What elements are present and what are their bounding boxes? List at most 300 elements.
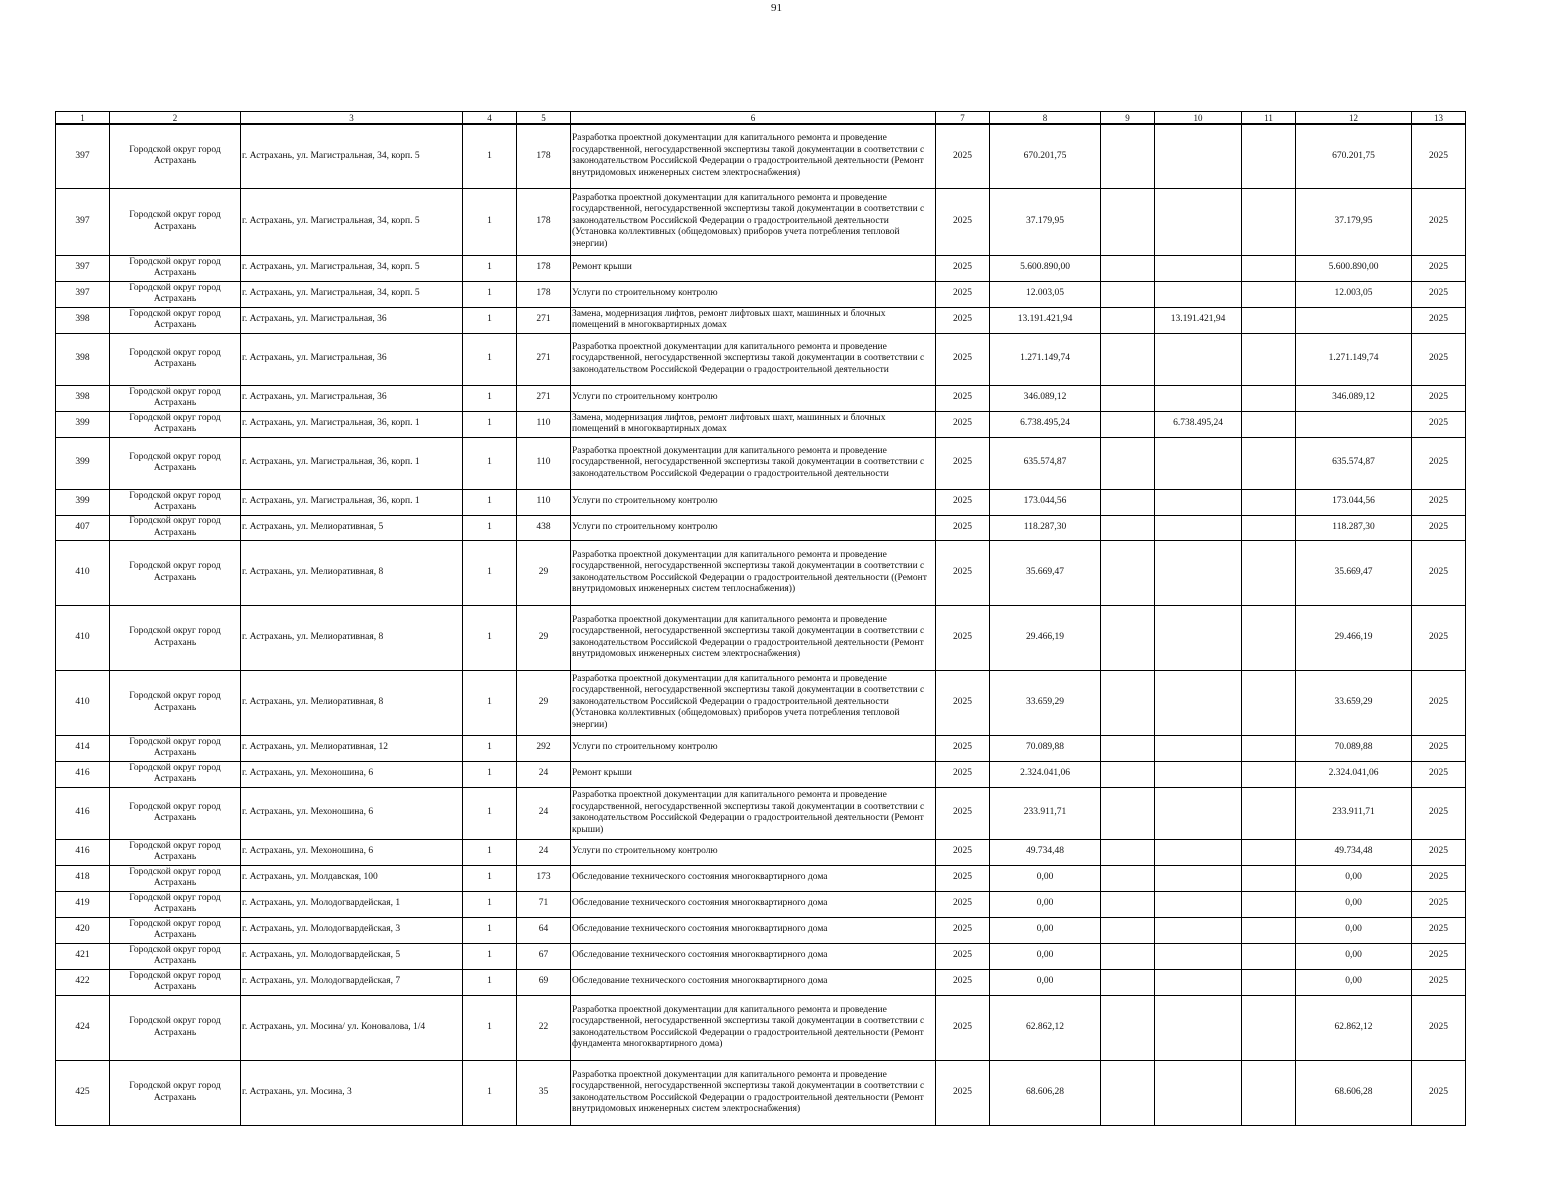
col5-cell: 438 [517, 515, 571, 540]
table-row [56, 437, 1466, 489]
col10-cell [1155, 540, 1242, 605]
municipality-cell: Городской округ город Астрахань [110, 943, 241, 969]
col13-cell: 2025 [1412, 787, 1466, 839]
col4-cell: 1 [463, 411, 517, 437]
col13-cell: 2025 [1412, 333, 1466, 385]
col4-cell: 1 [463, 515, 517, 540]
col10-cell [1155, 865, 1242, 891]
col4-cell: 1 [463, 917, 517, 943]
col4-cell: 1 [463, 540, 517, 605]
row-number-cell: 416 [56, 787, 110, 839]
col4-cell: 1 [463, 670, 517, 735]
work-type-cell: Услуги по строительному контролю [571, 385, 936, 411]
year-cell: 2025 [936, 515, 990, 540]
col11-cell [1242, 333, 1296, 385]
year-cell: 2025 [936, 995, 990, 1060]
col11-cell [1242, 124, 1296, 188]
work-type-cell: Услуги по строительному контролю [571, 281, 936, 307]
column-header: 1 [56, 112, 110, 125]
column-header: 7 [936, 112, 990, 125]
row-number-cell: 397 [56, 188, 110, 255]
col12-cell: 37.179,95 [1296, 188, 1412, 255]
col10-cell [1155, 839, 1242, 865]
year-cell: 2025 [936, 943, 990, 969]
row-number-cell: 424 [56, 995, 110, 1060]
total-cost-cell: 635.574,87 [990, 437, 1101, 489]
row-number-cell: 416 [56, 761, 110, 787]
col10-cell [1155, 943, 1242, 969]
col12-cell: 5.600.890,00 [1296, 255, 1412, 281]
col5-cell: 110 [517, 437, 571, 489]
col5-cell: 71 [517, 891, 571, 917]
col5-cell: 271 [517, 307, 571, 333]
table-row [56, 188, 1466, 255]
col12-cell: 233.911,71 [1296, 787, 1412, 839]
work-type-cell: Услуги по строительному контролю [571, 489, 936, 515]
col9-cell [1101, 943, 1155, 969]
column-header: 13 [1412, 112, 1466, 125]
address-cell: г. Астрахань, ул. Мелиоративная, 8 [241, 540, 463, 605]
row-number-cell: 399 [56, 437, 110, 489]
address-cell: г. Астрахань, ул. Молодогвардейская, 5 [241, 943, 463, 969]
col13-cell: 2025 [1412, 1060, 1466, 1125]
col5-cell: 110 [517, 411, 571, 437]
row-number-cell: 414 [56, 735, 110, 761]
year-cell: 2025 [936, 969, 990, 995]
col12-cell: 33.659,29 [1296, 670, 1412, 735]
col13-cell: 2025 [1412, 917, 1466, 943]
col12-cell: 118.287,30 [1296, 515, 1412, 540]
total-cost-cell: 62.862,12 [990, 995, 1101, 1060]
row-number-cell: 398 [56, 307, 110, 333]
col5-cell: 22 [517, 995, 571, 1060]
col9-cell [1101, 281, 1155, 307]
row-number-cell: 421 [56, 943, 110, 969]
row-number-cell: 410 [56, 670, 110, 735]
col9-cell [1101, 540, 1155, 605]
row-number-cell: 425 [56, 1060, 110, 1125]
col12-cell: 70.089,88 [1296, 735, 1412, 761]
row-number-cell: 407 [56, 515, 110, 540]
col12-cell: 0,00 [1296, 891, 1412, 917]
municipality-cell: Городской округ город Астрахань [110, 307, 241, 333]
table-row [56, 489, 1466, 515]
address-cell: г. Астрахань, ул. Магистральная, 36, корп. 1 [241, 437, 463, 489]
col11-cell [1242, 411, 1296, 437]
address-cell: г. Астрахань, ул. Мехоношина, 6 [241, 839, 463, 865]
table-row [56, 865, 1466, 891]
col10-cell [1155, 489, 1242, 515]
col11-cell [1242, 489, 1296, 515]
address-cell: г. Астрахань, ул. Мелиоративная, 12 [241, 735, 463, 761]
col9-cell [1101, 437, 1155, 489]
col5-cell: 29 [517, 670, 571, 735]
row-number-cell: 410 [56, 605, 110, 670]
municipality-cell: Городской округ город Астрахань [110, 1060, 241, 1125]
col12-cell: 49.734,48 [1296, 839, 1412, 865]
work-type-cell: Обследование технического состояния многоквартирного дома [571, 917, 936, 943]
col4-cell: 1 [463, 281, 517, 307]
col12-cell: 12.003,05 [1296, 281, 1412, 307]
col10-cell [1155, 917, 1242, 943]
col10-cell: 6.738.495,24 [1155, 411, 1242, 437]
col4-cell: 1 [463, 385, 517, 411]
col11-cell [1242, 787, 1296, 839]
col12-cell: 62.862,12 [1296, 995, 1412, 1060]
row-number-cell: 410 [56, 540, 110, 605]
col12-cell: 346.089,12 [1296, 385, 1412, 411]
col13-cell: 2025 [1412, 969, 1466, 995]
col4-cell: 1 [463, 995, 517, 1060]
col12-cell: 35.669,47 [1296, 540, 1412, 605]
address-cell: г. Астрахань, ул. Магистральная, 34, корп. 5 [241, 255, 463, 281]
col13-cell: 2025 [1412, 489, 1466, 515]
municipality-cell: Городской округ город Астрахань [110, 489, 241, 515]
table-row [56, 735, 1466, 761]
col9-cell [1101, 333, 1155, 385]
col4-cell: 1 [463, 1060, 517, 1125]
municipality-cell: Городской округ город Астрахань [110, 865, 241, 891]
col4-cell: 1 [463, 735, 517, 761]
col10-cell: 13.191.421,94 [1155, 307, 1242, 333]
page-number: 91 [771, 2, 782, 14]
table-row [56, 969, 1466, 995]
address-cell: г. Астрахань, ул. Магистральная, 34, корп. 5 [241, 188, 463, 255]
col4-cell: 1 [463, 761, 517, 787]
table-row [56, 385, 1466, 411]
col4-cell: 1 [463, 307, 517, 333]
year-cell: 2025 [936, 839, 990, 865]
column-header: 8 [990, 112, 1101, 125]
col11-cell [1242, 281, 1296, 307]
work-type-cell: Разработка проектной документации для капитального ремонта и проведение государственной, негосударственной экспертизы такой документации в соответствии с законодательством Российской Федерации о градостроительной деятельности [571, 333, 936, 385]
address-cell: г. Астрахань, ул. Мелиоративная, 8 [241, 670, 463, 735]
year-cell: 2025 [936, 735, 990, 761]
col13-cell: 2025 [1412, 891, 1466, 917]
address-cell: г. Астрахань, ул. Мосина, 3 [241, 1060, 463, 1125]
col5-cell: 69 [517, 969, 571, 995]
work-type-cell: Услуги по строительному контролю [571, 515, 936, 540]
year-cell: 2025 [936, 1060, 990, 1125]
total-cost-cell: 1.271.149,74 [990, 333, 1101, 385]
work-type-cell: Обследование технического состояния многоквартирного дома [571, 943, 936, 969]
col5-cell: 67 [517, 943, 571, 969]
col11-cell [1242, 307, 1296, 333]
col5-cell: 35 [517, 1060, 571, 1125]
col12-cell: 0,00 [1296, 969, 1412, 995]
work-type-cell: Разработка проектной документации для капитального ремонта и проведение государственной, негосударственной экспертизы такой документации в соответствии с законодательством Российской Федерации о градостроительной деятельности (Ремонт внутридомовых инженерных систем электроснабжения) [571, 124, 936, 188]
year-cell: 2025 [936, 540, 990, 605]
col4-cell: 1 [463, 605, 517, 670]
col12-cell [1296, 307, 1412, 333]
col4-cell: 1 [463, 489, 517, 515]
column-header: 4 [463, 112, 517, 125]
col13-cell: 2025 [1412, 670, 1466, 735]
col9-cell [1101, 515, 1155, 540]
col12-cell [1296, 411, 1412, 437]
col12-cell: 635.574,87 [1296, 437, 1412, 489]
table-row [56, 124, 1466, 188]
col4-cell: 1 [463, 865, 517, 891]
col13-cell: 2025 [1412, 735, 1466, 761]
total-cost-cell: 29.466,19 [990, 605, 1101, 670]
municipality-cell: Городской округ город Астрахань [110, 891, 241, 917]
year-cell: 2025 [936, 891, 990, 917]
year-cell: 2025 [936, 489, 990, 515]
col12-cell: 173.044,56 [1296, 489, 1412, 515]
address-cell: г. Астрахань, ул. Мелиоративная, 5 [241, 515, 463, 540]
total-cost-cell: 49.734,48 [990, 839, 1101, 865]
total-cost-cell: 346.089,12 [990, 385, 1101, 411]
col13-cell: 2025 [1412, 995, 1466, 1060]
col9-cell [1101, 670, 1155, 735]
col13-cell: 2025 [1412, 385, 1466, 411]
row-number-cell: 399 [56, 489, 110, 515]
header-row [56, 112, 1466, 125]
municipality-cell: Городской округ город Астрахань [110, 917, 241, 943]
col5-cell: 178 [517, 281, 571, 307]
col9-cell [1101, 735, 1155, 761]
total-cost-cell: 13.191.421,94 [990, 307, 1101, 333]
col12-cell: 0,00 [1296, 865, 1412, 891]
work-type-cell: Разработка проектной документации для капитального ремонта и проведение государственной, негосударственной экспертизы такой документации в соответствии с законодательством Российской Федерации о градостроительной деятельности (Ремонт внутридомовых инженерных систем электроснабжения) [571, 605, 936, 670]
municipality-cell: Городской округ город Астрахань [110, 255, 241, 281]
col13-cell: 2025 [1412, 839, 1466, 865]
year-cell: 2025 [936, 333, 990, 385]
col10-cell [1155, 1060, 1242, 1125]
col11-cell [1242, 969, 1296, 995]
col12-cell: 29.466,19 [1296, 605, 1412, 670]
work-type-cell: Разработка проектной документации для капитального ремонта и проведение государственной, негосударственной экспертизы такой документации в соответствии с законодательством Российской Федерации о градостроительной деятельности (Ремонт внутридомовых инженерных систем электроснабжения) [571, 1060, 936, 1125]
year-cell: 2025 [936, 124, 990, 188]
col13-cell: 2025 [1412, 540, 1466, 605]
municipality-cell: Городской округ город Астрахань [110, 761, 241, 787]
col5-cell: 24 [517, 787, 571, 839]
col5-cell: 173 [517, 865, 571, 891]
address-cell: г. Астрахань, ул. Магистральная, 34, корп. 5 [241, 124, 463, 188]
works-table [55, 111, 1466, 1126]
address-cell: г. Астрахань, ул. Магистральная, 36 [241, 307, 463, 333]
municipality-cell: Городской округ город Астрахань [110, 839, 241, 865]
col12-cell: 1.271.149,74 [1296, 333, 1412, 385]
col11-cell [1242, 865, 1296, 891]
table-row [56, 891, 1466, 917]
col11-cell [1242, 385, 1296, 411]
total-cost-cell: 173.044,56 [990, 489, 1101, 515]
col10-cell [1155, 761, 1242, 787]
col10-cell [1155, 281, 1242, 307]
year-cell: 2025 [936, 188, 990, 255]
table-row [56, 307, 1466, 333]
col5-cell: 64 [517, 917, 571, 943]
column-header: 11 [1242, 112, 1296, 125]
column-header: 10 [1155, 112, 1242, 125]
col11-cell [1242, 761, 1296, 787]
col9-cell [1101, 891, 1155, 917]
col5-cell: 24 [517, 839, 571, 865]
total-cost-cell: 233.911,71 [990, 787, 1101, 839]
col10-cell [1155, 891, 1242, 917]
municipality-cell: Городской округ город Астрахань [110, 540, 241, 605]
table-row [56, 411, 1466, 437]
total-cost-cell: 2.324.041,06 [990, 761, 1101, 787]
col10-cell [1155, 188, 1242, 255]
col9-cell [1101, 411, 1155, 437]
municipality-cell: Городской округ город Астрахань [110, 670, 241, 735]
address-cell: г. Астрахань, ул. Магистральная, 36 [241, 333, 463, 385]
col13-cell: 2025 [1412, 281, 1466, 307]
col11-cell [1242, 605, 1296, 670]
table-row [56, 995, 1466, 1060]
table-row [56, 333, 1466, 385]
row-number-cell: 399 [56, 411, 110, 437]
col11-cell [1242, 839, 1296, 865]
col4-cell: 1 [463, 787, 517, 839]
col11-cell [1242, 255, 1296, 281]
total-cost-cell: 37.179,95 [990, 188, 1101, 255]
col4-cell: 1 [463, 255, 517, 281]
year-cell: 2025 [936, 761, 990, 787]
col13-cell: 2025 [1412, 605, 1466, 670]
address-cell: г. Астрахань, ул. Молдавская, 100 [241, 865, 463, 891]
year-cell: 2025 [936, 411, 990, 437]
column-header: 12 [1296, 112, 1412, 125]
table-row [56, 787, 1466, 839]
work-type-cell: Обследование технического состояния многоквартирного дома [571, 891, 936, 917]
total-cost-cell: 12.003,05 [990, 281, 1101, 307]
col12-cell: 670.201,75 [1296, 124, 1412, 188]
row-number-cell: 398 [56, 333, 110, 385]
column-header: 5 [517, 112, 571, 125]
total-cost-cell: 118.287,30 [990, 515, 1101, 540]
municipality-cell: Городской округ город Астрахань [110, 385, 241, 411]
total-cost-cell: 70.089,88 [990, 735, 1101, 761]
year-cell: 2025 [936, 385, 990, 411]
table-row [56, 281, 1466, 307]
table-row [56, 943, 1466, 969]
address-cell: г. Астрахань, ул. Молодогвардейская, 3 [241, 917, 463, 943]
total-cost-cell: 0,00 [990, 865, 1101, 891]
col11-cell [1242, 670, 1296, 735]
work-type-cell: Обследование технического состояния многоквартирного дома [571, 865, 936, 891]
year-cell: 2025 [936, 307, 990, 333]
work-type-cell: Разработка проектной документации для капитального ремонта и проведение государственной, негосударственной экспертизы такой документации в соответствии с законодательством Российской Федерации о градостроительной деятельности [571, 437, 936, 489]
col13-cell: 2025 [1412, 437, 1466, 489]
year-cell: 2025 [936, 917, 990, 943]
row-number-cell: 397 [56, 124, 110, 188]
col9-cell [1101, 188, 1155, 255]
col10-cell [1155, 995, 1242, 1060]
work-type-cell: Замена, модернизация лифтов, ремонт лифтовых шахт, машинных и блочных помещений в многоквартирных домах [571, 411, 936, 437]
col12-cell: 0,00 [1296, 917, 1412, 943]
table-row [56, 670, 1466, 735]
table-row [56, 540, 1466, 605]
col10-cell [1155, 515, 1242, 540]
year-cell: 2025 [936, 865, 990, 891]
municipality-cell: Городской округ город Астрахань [110, 411, 241, 437]
col5-cell: 292 [517, 735, 571, 761]
address-cell: г. Астрахань, ул. Магистральная, 36, корп. 1 [241, 411, 463, 437]
col9-cell [1101, 995, 1155, 1060]
col5-cell: 29 [517, 605, 571, 670]
col10-cell [1155, 670, 1242, 735]
year-cell: 2025 [936, 281, 990, 307]
col11-cell [1242, 735, 1296, 761]
col4-cell: 1 [463, 943, 517, 969]
address-cell: г. Астрахань, ул. Магистральная, 34, корп. 5 [241, 281, 463, 307]
total-cost-cell: 35.669,47 [990, 540, 1101, 605]
municipality-cell: Городской округ город Астрахань [110, 735, 241, 761]
address-cell: г. Астрахань, ул. Молодогвардейская, 1 [241, 891, 463, 917]
col13-cell: 2025 [1412, 188, 1466, 255]
col5-cell: 271 [517, 333, 571, 385]
col13-cell: 2025 [1412, 761, 1466, 787]
col11-cell [1242, 1060, 1296, 1125]
municipality-cell: Городской округ город Астрахань [110, 281, 241, 307]
address-cell: г. Астрахань, ул. Мосина/ ул. Коновалова, 1/4 [241, 995, 463, 1060]
col11-cell [1242, 917, 1296, 943]
col13-cell: 2025 [1412, 307, 1466, 333]
col13-cell: 2025 [1412, 865, 1466, 891]
col5-cell: 24 [517, 761, 571, 787]
column-header: 3 [241, 112, 463, 125]
col13-cell: 2025 [1412, 943, 1466, 969]
work-type-cell: Услуги по строительному контролю [571, 735, 936, 761]
col13-cell: 2025 [1412, 124, 1466, 188]
work-type-cell: Услуги по строительному контролю [571, 839, 936, 865]
work-type-cell: Обследование технического состояния многоквартирного дома [571, 969, 936, 995]
col11-cell [1242, 437, 1296, 489]
table-row [56, 255, 1466, 281]
col4-cell: 1 [463, 839, 517, 865]
row-number-cell: 422 [56, 969, 110, 995]
address-cell: г. Астрахань, ул. Мелиоративная, 8 [241, 605, 463, 670]
col5-cell: 110 [517, 489, 571, 515]
table-row [56, 1060, 1466, 1125]
row-number-cell: 418 [56, 865, 110, 891]
municipality-cell: Городской округ город Астрахань [110, 969, 241, 995]
col5-cell: 178 [517, 255, 571, 281]
work-type-cell: Разработка проектной документации для капитального ремонта и проведение государственной, негосударственной экспертизы такой документации в соответствии с законодательством Российской Федерации о градостроительной деятельности (Ремонт фундамента многоквартирного дома) [571, 995, 936, 1060]
total-cost-cell: 0,00 [990, 891, 1101, 917]
work-type-cell: Ремонт крыши [571, 761, 936, 787]
total-cost-cell: 670.201,75 [990, 124, 1101, 188]
total-cost-cell: 0,00 [990, 917, 1101, 943]
municipality-cell: Городской округ город Астрахань [110, 787, 241, 839]
total-cost-cell: 68.606,28 [990, 1060, 1101, 1125]
row-number-cell: 397 [56, 255, 110, 281]
col11-cell [1242, 891, 1296, 917]
total-cost-cell: 33.659,29 [990, 670, 1101, 735]
table-body [56, 124, 1466, 1125]
year-cell: 2025 [936, 787, 990, 839]
work-type-cell: Ремонт крыши [571, 255, 936, 281]
col10-cell [1155, 333, 1242, 385]
address-cell: г. Астрахань, ул. Мехоношина, 6 [241, 787, 463, 839]
row-number-cell: 398 [56, 385, 110, 411]
year-cell: 2025 [936, 255, 990, 281]
col5-cell: 271 [517, 385, 571, 411]
col10-cell [1155, 255, 1242, 281]
col9-cell [1101, 787, 1155, 839]
municipality-cell: Городской округ город Астрахань [110, 605, 241, 670]
col12-cell: 2.324.041,06 [1296, 761, 1412, 787]
column-header: 9 [1101, 112, 1155, 125]
total-cost-cell: 0,00 [990, 969, 1101, 995]
col10-cell [1155, 787, 1242, 839]
work-type-cell: Разработка проектной документации для капитального ремонта и проведение государственной, негосударственной экспертизы такой документации в соответствии с законодательством Российской Федерации о градостроительной деятельности (Ремонт крыши) [571, 787, 936, 839]
year-cell: 2025 [936, 670, 990, 735]
